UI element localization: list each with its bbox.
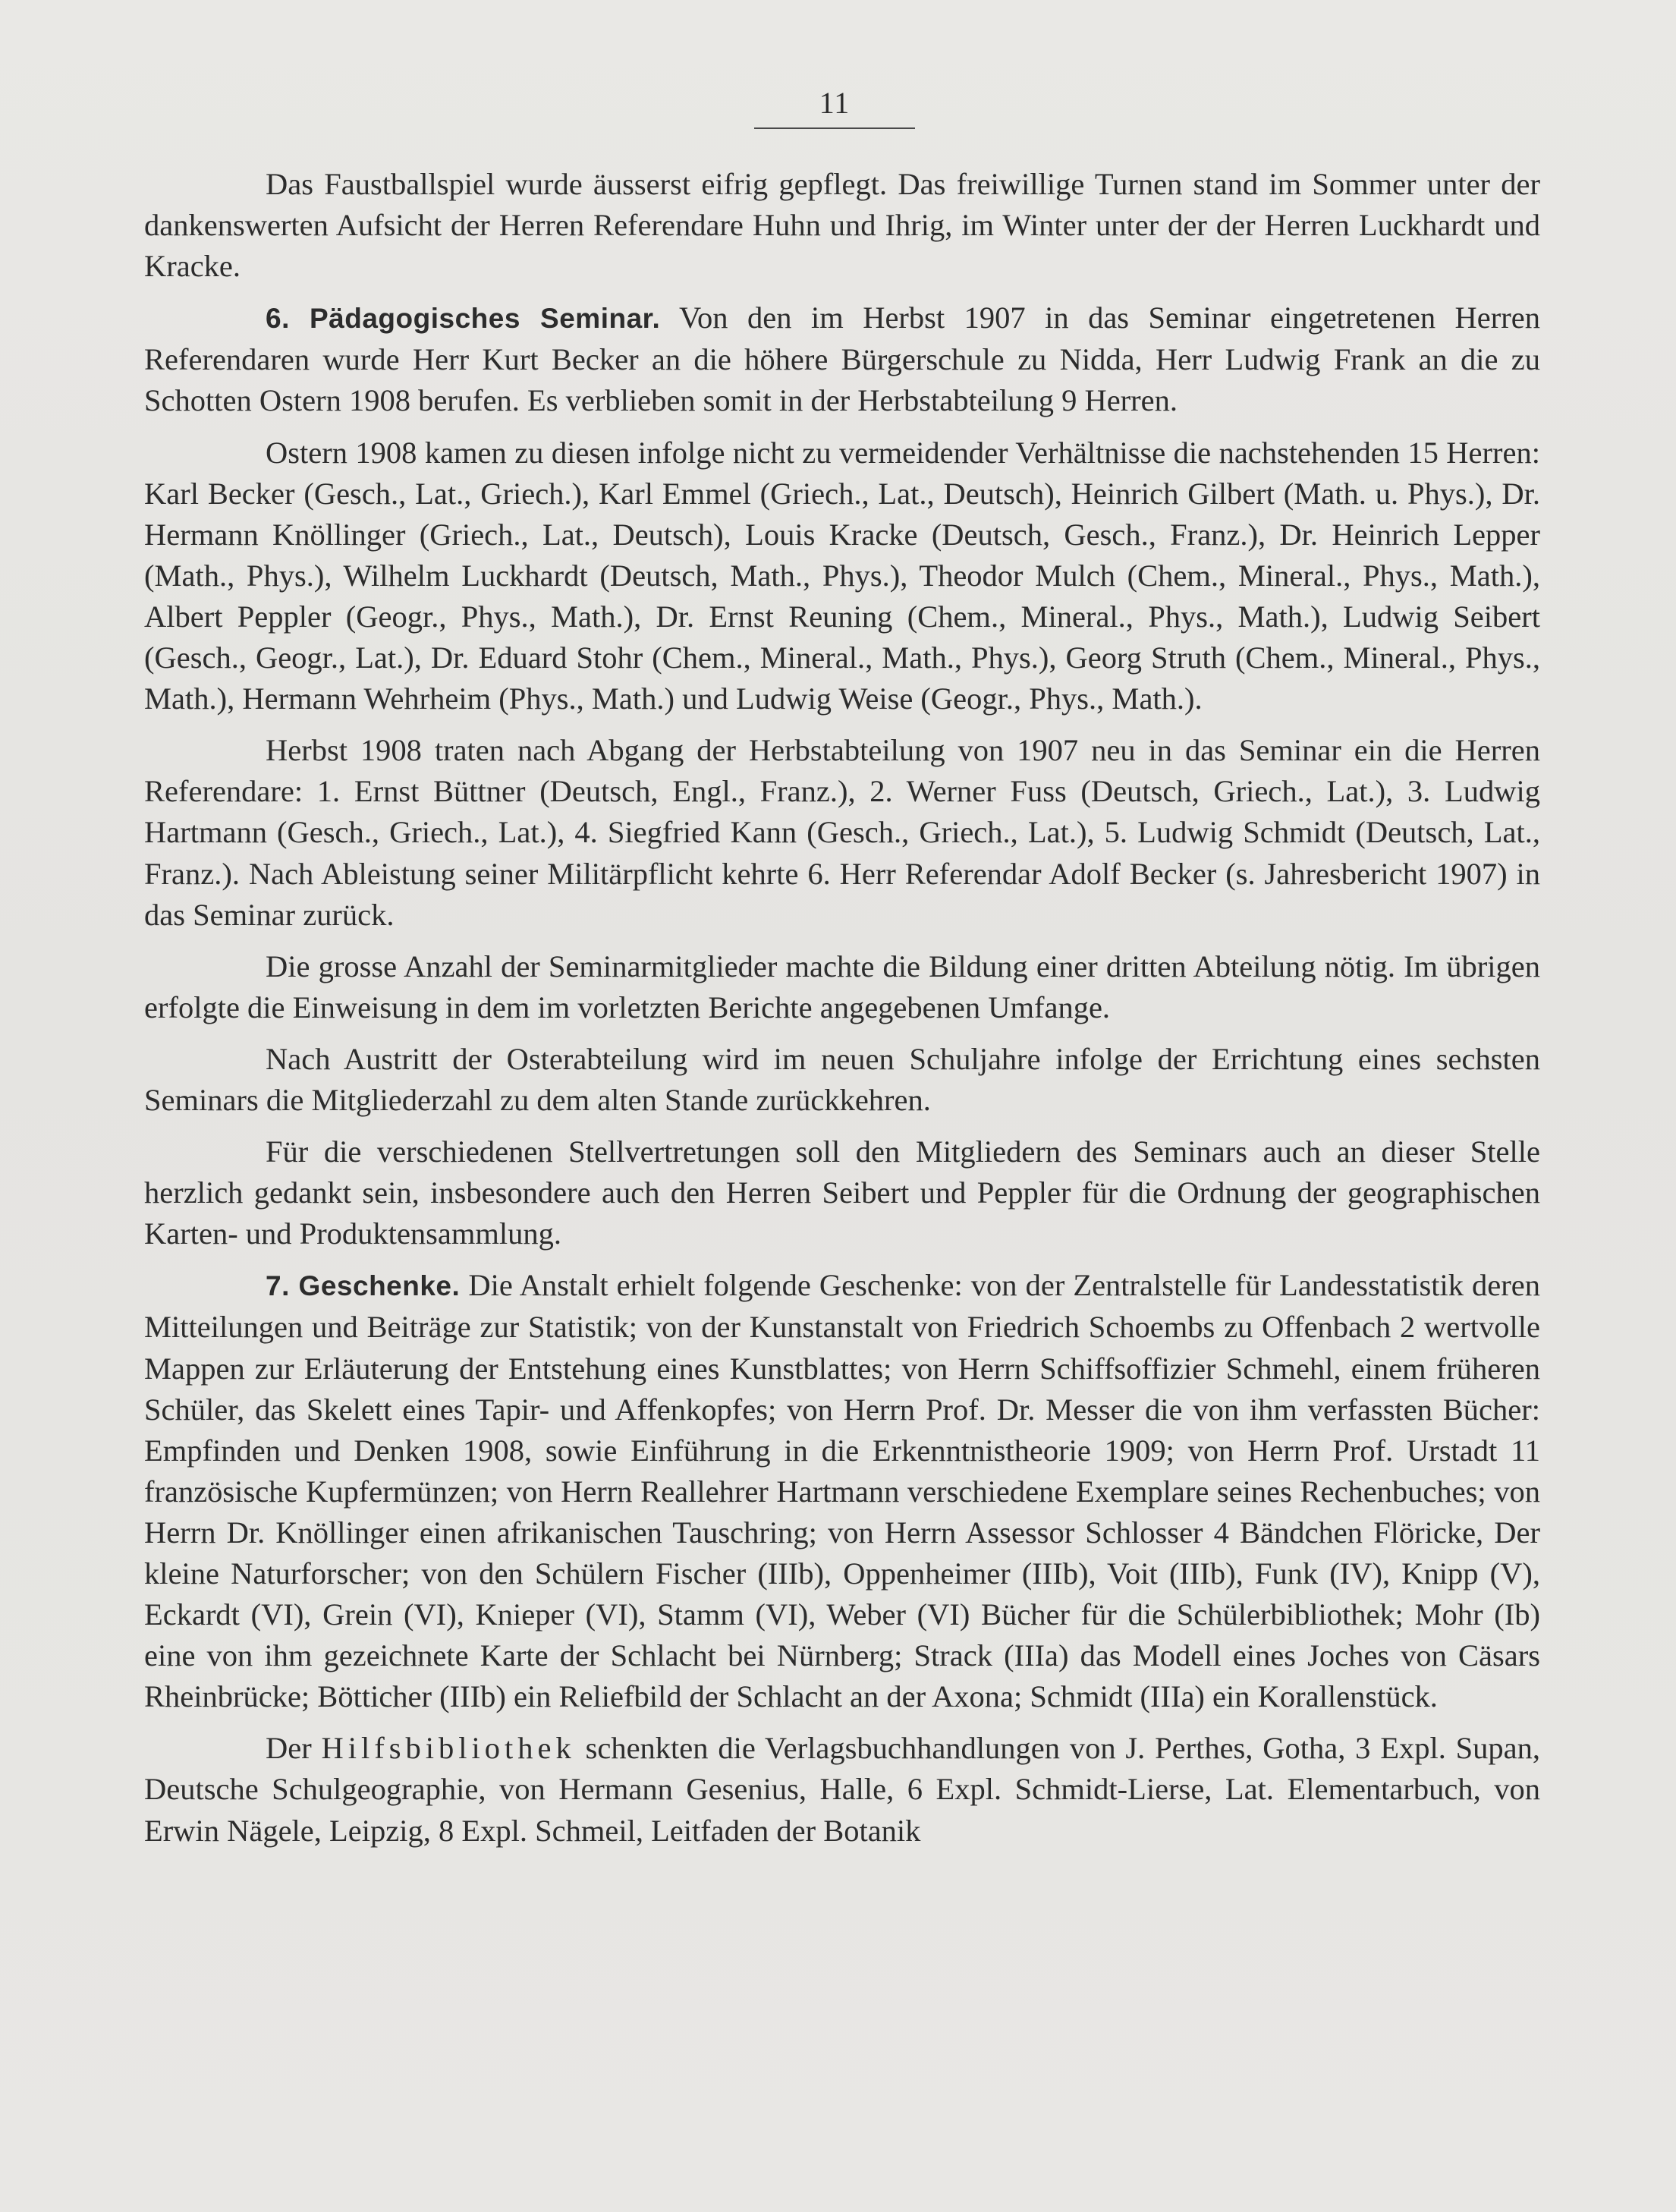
paragraph-text: schenkten die Verlagsbuchhandlungen von J. Perthes, Gotha, 3 Expl. Supan, Deutsche Schulgeographie, von Hermann Gesenius, Halle, 6 Expl. Schmidt-Lierse, Lat. Elementarbuch, von Erwin Nägele, Leipzig, 8 Expl. Schmeil, Leitfaden der Botanik	[144, 1731, 1541, 1848]
paragraph-text: Herbst 1908 traten nach Abgang der Herbstabteilung von 1907 neu in das Seminar ein die Herren Referendare: 1. Ernst Büttner (Deutsch, Engl., Franz.), 2. Werner Fuss (Deutsch, Griech., Lat.), 3. Ludwig Hartmann (Gesch., Griech., Lat.), 4. Siegfried Kann (Gesch., Griech., Lat.), 5. Ludwig Schmidt (Deutsch, Lat., Franz.). Nach Ableistung seiner Militärpflicht kehrte 6. Herr Referendar Adolf Becker (s. Jahresbericht 1907) in das Seminar zurück.	[144, 733, 1540, 932]
section-heading-geschenke: 7. Geschenke.	[266, 1270, 461, 1302]
paragraph-text: Das Faustballspiel wurde äusserst eifrig gepflegt. Das freiwillige Turnen stand im Sommer unter der dankenswerten Aufsicht der Herren Referendare Huhn und Ihrig, im Winter unter der der Herren Luckhardt und Kracke.	[144, 167, 1540, 284]
paragraph-herbst-1908	[144, 730, 1540, 935]
paragraph-text: Nach Austritt der Osterabteilung wird im neuen Schuljahre infolge der Errichtung eines sechsten Seminars die Mitgliederzahl zu dem alten Stande zurückkehren.	[144, 1041, 1540, 1117]
page-number-rule	[754, 127, 915, 129]
paragraph-geschenke	[144, 1265, 1540, 1717]
paragraph-text: Die grosse Anzahl der Seminarmitglieder machte die Bildung einer dritten Abteilung nötig. Im übrigen erfolgte die Einweisung in dem im vorletzten Berichte angegebenen Umfange.	[144, 949, 1540, 1024]
paragraph-lead: Der	[266, 1731, 322, 1766]
paragraph-ostern-1908	[144, 433, 1540, 720]
page-number: 11	[819, 86, 851, 120]
paragraph-hilfsbibliothek	[144, 1728, 1540, 1851]
paragraph-text: Von den im Herbst 1907 in das Seminar eingetretenen Herren Referendaren wurde Herr Kurt Becker an die höhere Bürgerschule zu Nidda, Herr Ludwig Frank an die zu Schotten Ostern 1908 berufen. Es verblieben somit in der Herbstabteilung 9 Herren.	[144, 300, 1540, 418]
spaced-term-hilfsbibliothek: Hilfsbibliothek	[321, 1731, 576, 1766]
paragraph-text: Die Anstalt erhielt folgende Geschenke: von der Zentralstelle für Landesstatistik deren Mitteilungen und Beiträge zur Statistik; von der Kunstanstalt von Friedrich Schoembs zu Offenbach 2 wertvolle Mappen zur Erläuterung der Entstehung eines Kunstblattes; von Herrn Schiffsoffizier Schmehl, einem früheren Schüler, das Skelett eines Tapir- und Affenkopfes; von Herrn Prof. Dr. Messer die von ihm verfassten Bücher: Empfinden und Denken 1908, sowie Einführung in die Erkenntnistheorie 1909; von Herrn Prof. Urstadt 11 französische Kupfermünzen; von Herrn Reallehrer Hartmann verschiedene Exemplare seines Rechenbuches; von Herrn Dr. Knöllinger einen afrikanischen Tauschring; von Herrn Assessor Schlosser 4 Bändchen Flöricke, Der kleine Naturforscher; von den Schülern Fischer (IIIb), Oppenheimer (IIIb), Voit (IIIb), Funk (IV), Knipp (V), Eckardt (VI), Grein (VI), Knieper (VI), Stamm (VI), Weber (VI) Bücher für die Schülerbibliothek; Mohr (Ib) eine von ihm gezeichnete Karte der Schlacht bei Nürnberg; Strack (IIIa) das Modell eines Joches von Cäsars Rheinbrücke; Bötticher (IIIb) ein Reliefbild der Schlacht an der Axona; Schmidt (IIIa) ein Korallenstück.	[144, 1268, 1540, 1714]
paragraph-stellvertretungen	[144, 1131, 1540, 1254]
paragraph-text: Ostern 1908 kamen zu diesen infolge nicht zu vermeidender Verhältnisse die nachstehenden 15 Herren: Karl Becker (Gesch., Lat., Griech.), Karl Emmel (Griech., Lat., Deutsch), Heinrich Gilbert (Math. u. Phys.), Dr. Hermann Knöllinger (Griech., Lat., Deutsch), Louis Kracke (Deutsch, Gesch., Franz.), Dr. Heinrich Lepper (Math., Phys.), Wilhelm Luckhardt (Deutsch, Math., Phys.), Theodor Mulch (Chem., Mineral., Phys., Math.), Albert Peppler (Geogr., Phys., Math.), Dr. Ernst Reuning (Chem., Mineral., Phys., Math.), Ludwig Seibert (Gesch., Geogr., Lat.), Dr. Eduard Stohr (Chem., Mineral., Math., Phys.), Georg Struth (Chem., Mineral., Phys., Math.), Hermann Wehrheim (Phys., Math.) und Ludwig Weise (Geogr., Phys., Math.).	[144, 435, 1540, 716]
paragraph-text: Für die verschiedenen Stellvertretungen soll den Mitgliedern des Seminars auch an dieser Stelle herzlich gedankt sein, insbesondere auch den Herren Seibert und Peppler für die Ordnung der geographischen Karten- und Produktensammlung.	[144, 1134, 1540, 1251]
paragraph-seminar	[144, 297, 1540, 421]
section-heading-seminar: 6. Pädagogisches Seminar.	[266, 303, 661, 335]
paragraph-osterabteilung	[144, 1039, 1540, 1121]
body-text	[144, 164, 1540, 1862]
paragraph-dritte-abteilung	[144, 946, 1540, 1028]
paragraph-faustball	[144, 164, 1540, 287]
